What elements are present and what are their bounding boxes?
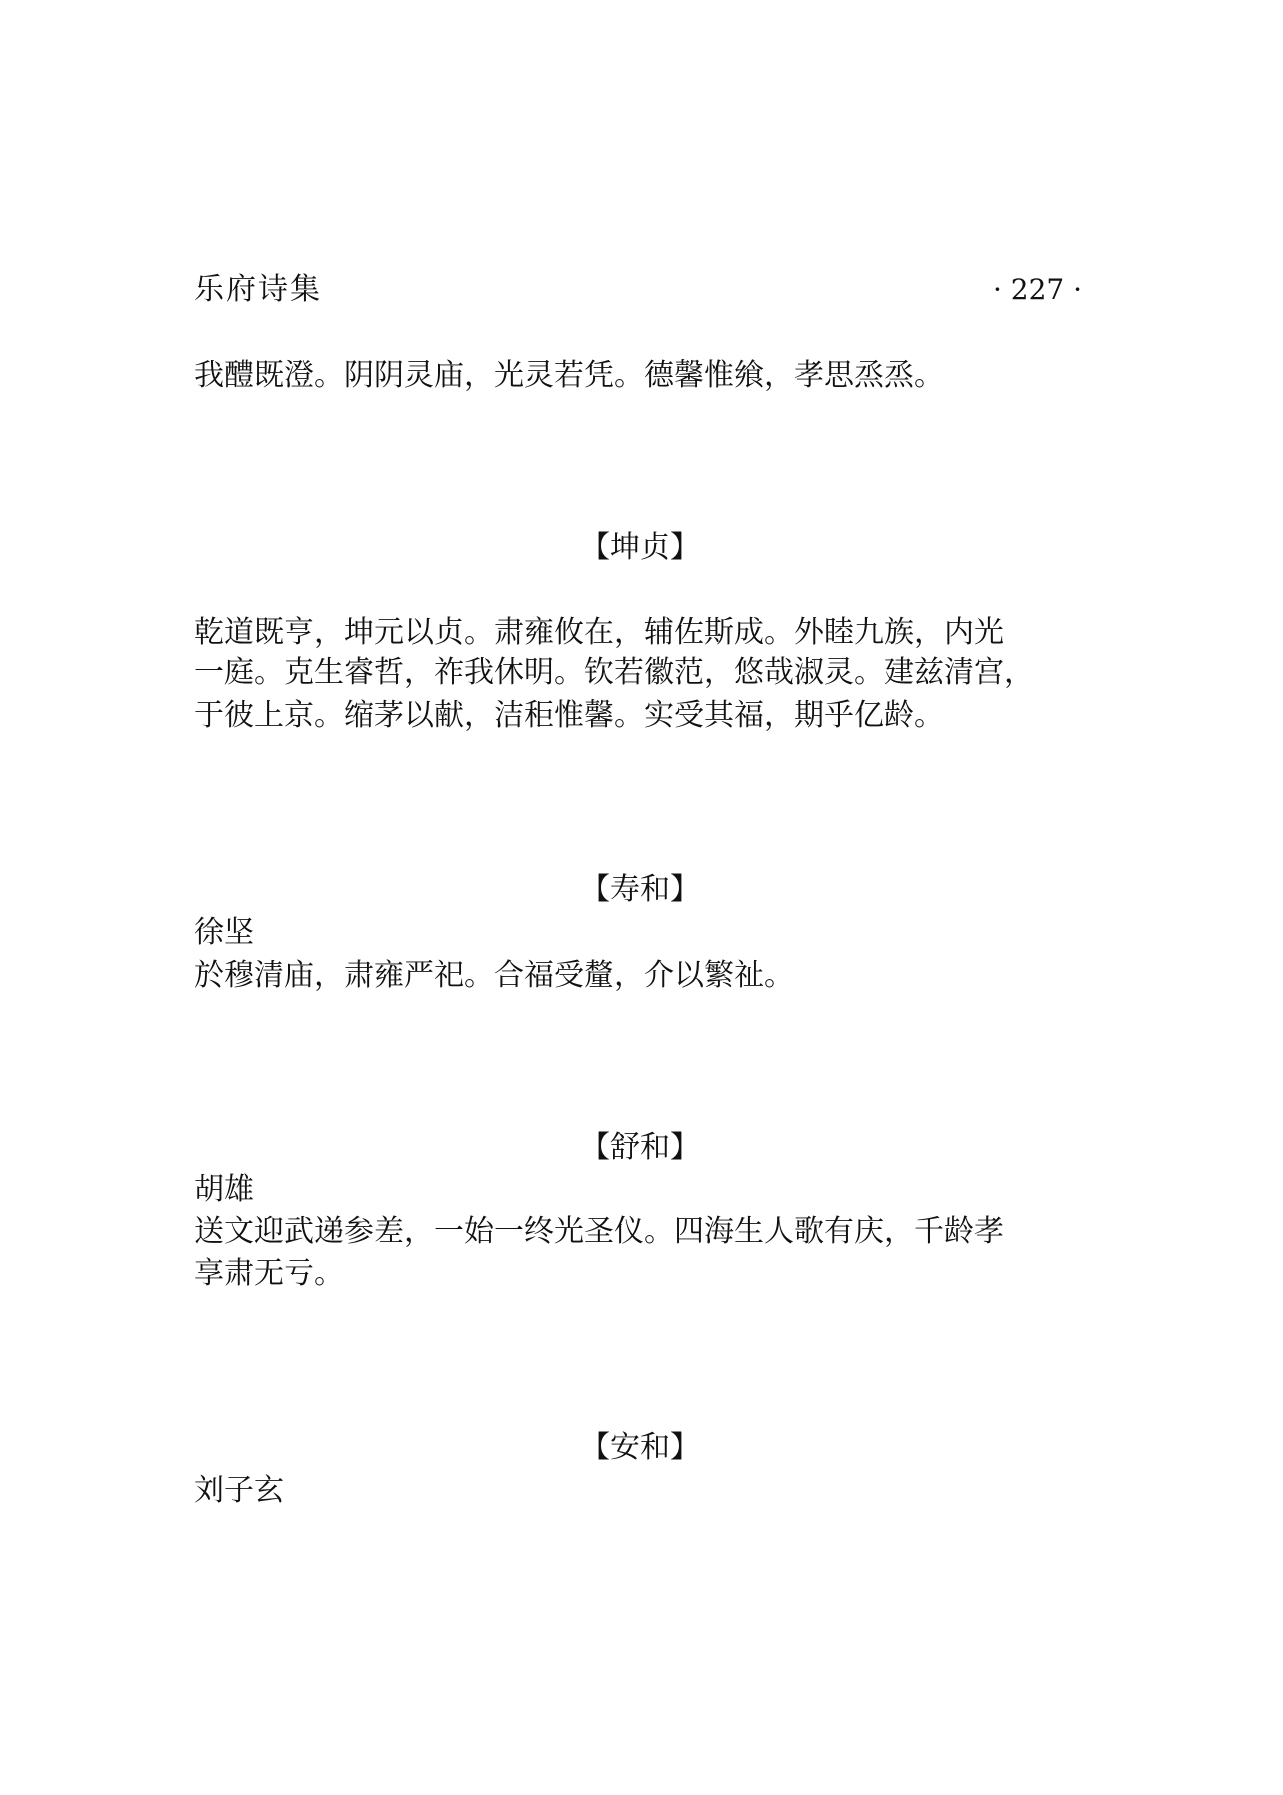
author-name: 胡雄 — [194, 1172, 254, 1207]
author-name: 徐坚 — [194, 915, 254, 950]
author-name: 刘子玄 — [194, 1473, 284, 1508]
poem-line: 享肃无亏。 — [194, 1256, 344, 1291]
page-header — [194, 268, 1082, 312]
poem-line: 於穆清庙，肃雍严祀。合福受釐，介以繁祉。 — [194, 958, 794, 993]
page-number: · 227 · — [992, 273, 1082, 306]
poem-line: 送文迎武递参差，一始一终光圣仪。四海生人歌有庆，千龄孝 — [194, 1214, 1004, 1249]
section-heading-anhe: 【安和】 — [580, 1430, 700, 1465]
poem-line: 于彼上京。缩茅以献，洁秬惟馨。实受其福，期乎亿龄。 — [194, 698, 944, 733]
section-heading-kunzhen: 【坤贞】 — [580, 530, 700, 565]
book-title: 乐府诗集 — [194, 272, 322, 307]
section-heading-shouhe: 【寿和】 — [580, 872, 700, 907]
poem-line: 一庭。克生睿哲，祚我休明。钦若徽范，悠哉淑灵。建兹清宫， — [194, 655, 1034, 690]
section-heading-shuhe: 【舒和】 — [580, 1130, 700, 1165]
intro-line: 我醴既澄。阴阴灵庙，光灵若凭。德馨惟飨，孝思烝烝。 — [194, 358, 944, 393]
poem-line: 乾道既亨，坤元以贞。肃雍攸在，辅佐斯成。外睦九族，内光 — [194, 615, 1004, 650]
